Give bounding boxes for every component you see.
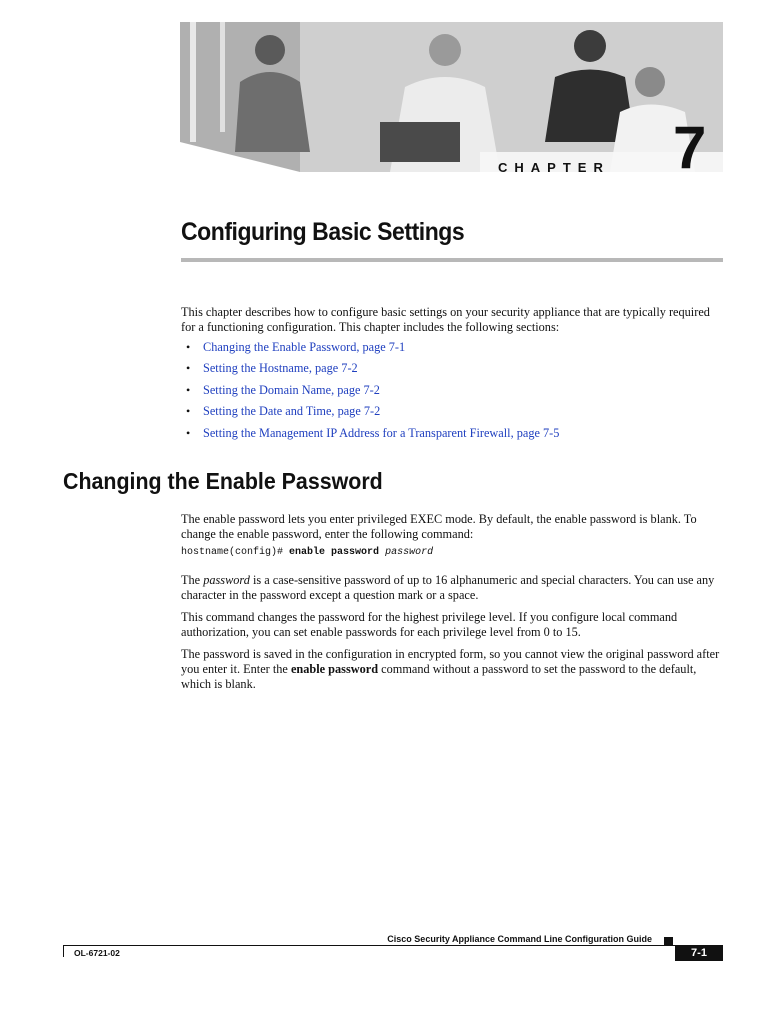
command-example xyxy=(181,547,433,558)
bullet-icon: • xyxy=(186,404,191,419)
chapter-number: 7 xyxy=(673,114,707,172)
bullet-icon: • xyxy=(186,425,191,440)
command-prompt: hostname(config)# xyxy=(181,547,284,558)
text-run: is a case-sensitive password of up to 16 alphanumeric and special characters. You can use any character in the password except a question mark or a space. xyxy=(181,573,715,602)
section-list-item xyxy=(181,361,559,382)
footer-guide-title: Cisco Security Appliance Command Line Configuration Guide xyxy=(387,934,652,944)
section-list-item xyxy=(181,426,559,447)
command-argument: password xyxy=(385,547,434,558)
section-list-item xyxy=(181,340,559,361)
bullet-icon: • xyxy=(186,382,191,397)
section-heading: Changing the Enable Password xyxy=(63,468,383,494)
body-paragraph: The enable password lets you enter privileged EXEC mode. By default, the enable password is blank. To change the enable password, enter the following command: xyxy=(181,512,697,541)
section-link[interactable]: Changing the Enable Password, page 7-1 xyxy=(203,340,406,354)
section-link[interactable]: Setting the Domain Name, page 7-2 xyxy=(203,382,380,397)
text-run: command without a password to set the password to the default, which is blank. xyxy=(181,662,697,691)
page-title: Configuring Basic Settings xyxy=(181,218,465,246)
text-run: The password is saved in the configuration in encrypted form, so you cannot view the original password after you enter it. Enter the xyxy=(181,647,720,676)
doc-number: OL-6721-02 xyxy=(74,948,120,958)
section-list-item xyxy=(181,383,559,404)
page-number: 7-1 xyxy=(675,945,723,961)
section-list xyxy=(181,340,559,447)
section-list-item xyxy=(181,404,559,425)
section-link[interactable]: Setting the Management IP Address for a Transparent Firewall, page 7-5 xyxy=(203,425,560,440)
chapter-banner-photo xyxy=(180,22,723,172)
bullet-icon: • xyxy=(186,340,191,354)
body-paragraph xyxy=(181,573,723,603)
title-rule xyxy=(181,258,723,262)
text-run: The xyxy=(181,573,204,587)
chapter-label: CHAPTER xyxy=(498,160,610,172)
command-keyword: enable password xyxy=(289,547,380,558)
bold-term: enable password xyxy=(290,662,379,676)
footer-tick xyxy=(63,945,64,957)
chapter-banner xyxy=(180,22,723,172)
section-link[interactable]: Setting the Hostname, page 7-2 xyxy=(203,361,358,376)
bullet-icon: • xyxy=(186,361,191,376)
body-paragraph xyxy=(181,647,723,692)
section-link[interactable]: Setting the Date and Time, page 7-2 xyxy=(203,404,381,419)
intro-paragraph: This chapter describes how to configure basic settings on your security appliance that are typically required for a functioning configuration. This chapter includes the following sections: xyxy=(181,305,710,334)
body-paragraph: This command changes the password for the highest privilege level. If you configure local command authorization, you can set enable passwords for each privilege level from 0 to 15. xyxy=(181,610,678,639)
italic-term: password xyxy=(203,573,250,587)
footer-rule xyxy=(63,945,723,946)
